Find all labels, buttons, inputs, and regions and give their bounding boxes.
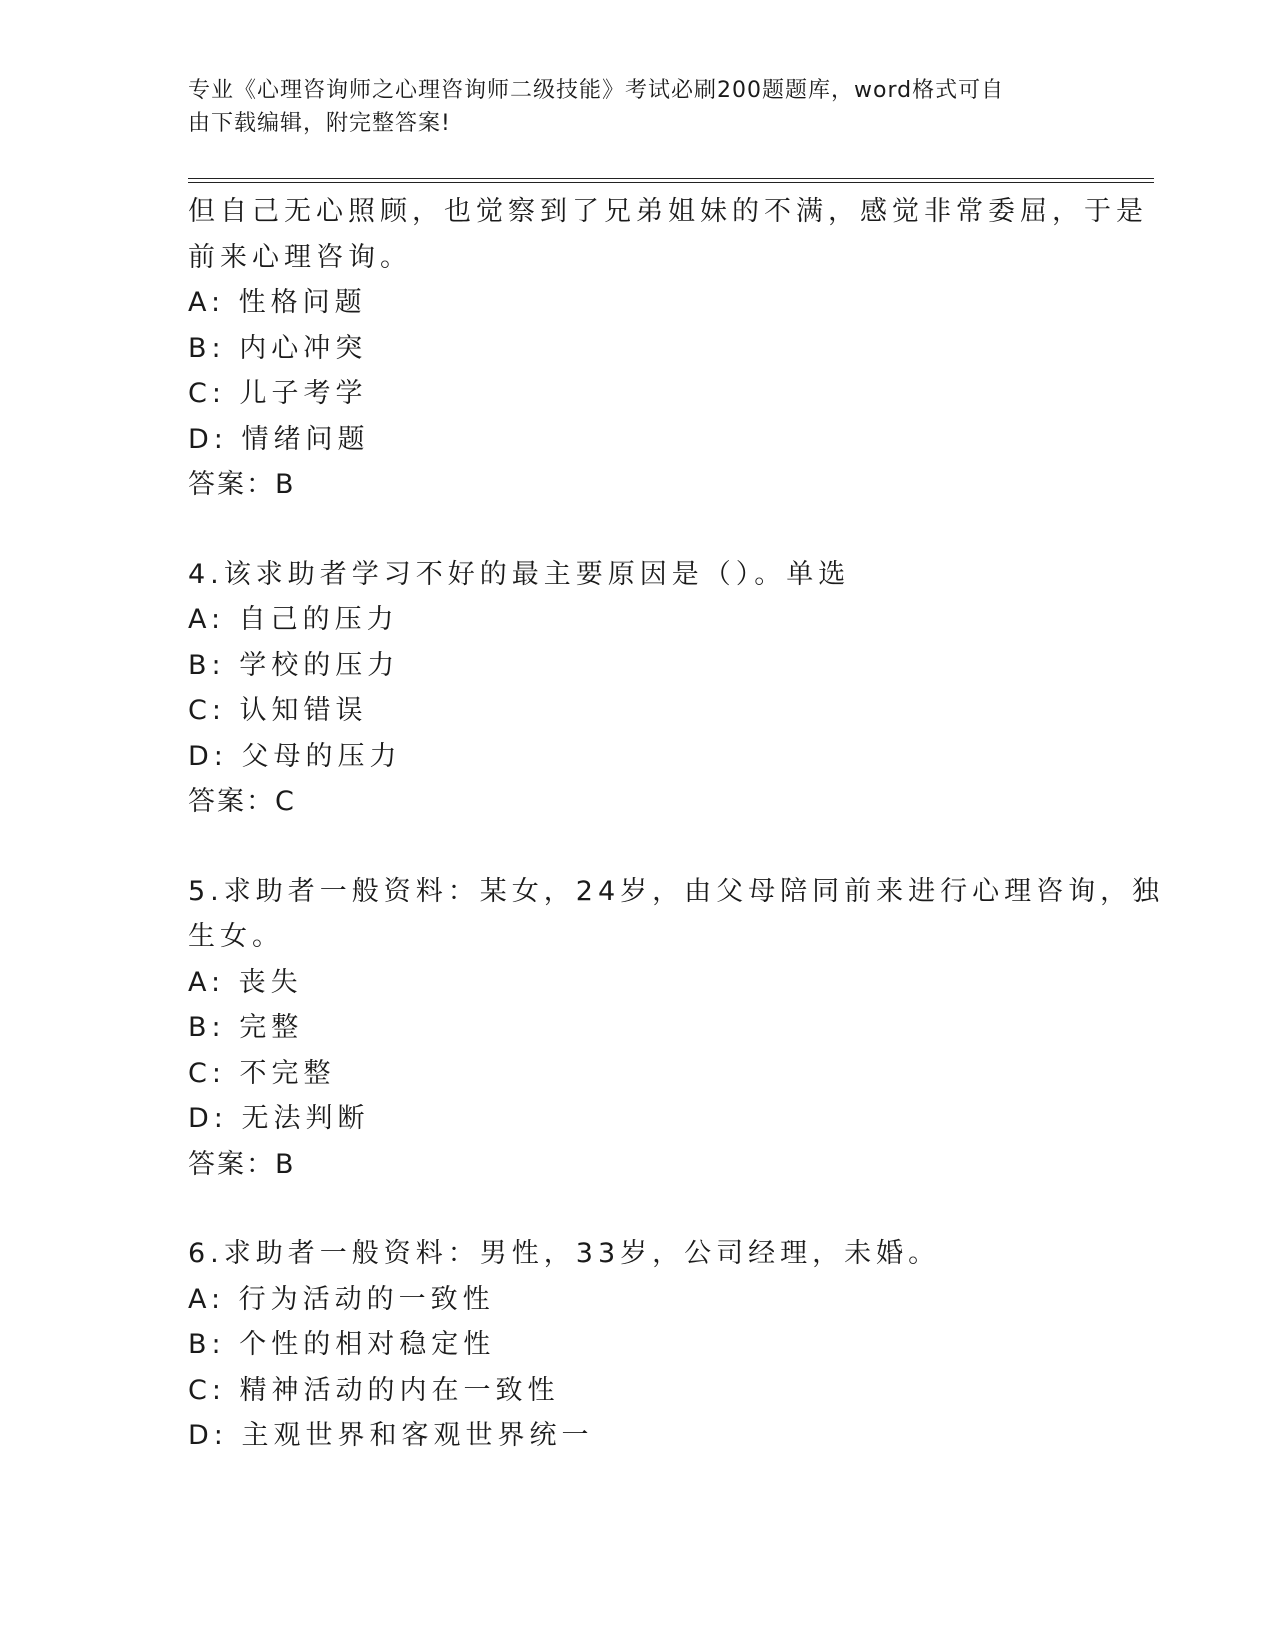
option-c: C: 不完整 — [188, 1057, 336, 1089]
option-a: A: 丧失 — [188, 966, 303, 998]
header-divider-bottom — [188, 182, 1154, 183]
option-a: A: 行为活动的一致性 — [188, 1283, 495, 1315]
header-divider-top — [188, 178, 1154, 179]
option-c: C: 认知错误 — [188, 695, 368, 726]
header-line-2: 由下载编辑，附完整答案! — [188, 111, 451, 136]
page-header — [188, 74, 1068, 140]
option-b: B: 个性的相对稳定性 — [188, 1329, 496, 1360]
answer-line: 答案：B — [188, 1148, 296, 1180]
question-block-4 — [188, 552, 1088, 825]
option-a: A: 性格问题 — [188, 287, 367, 318]
option-d: D: 父母的压力 — [188, 740, 402, 772]
question-text-line: 但自己无心照顾，也觉察到了兄弟姐妹的不满，感觉非常委屈，于是 — [188, 196, 1148, 227]
header-line-1: 专业《心理咨询师之心理咨询师二级技能》考试必刷200题题库，word格式可自 — [188, 78, 1005, 103]
option-b: B: 完整 — [188, 1012, 304, 1043]
option-b: B: 内心冲突 — [188, 332, 368, 364]
answer-line: 答案：B — [188, 469, 296, 500]
document-body — [188, 189, 1165, 1459]
option-c: C: 精神活动的内在一致性 — [188, 1374, 560, 1406]
question-block-6 — [188, 1231, 1088, 1459]
question-text-line: 前来心理咨询。 — [188, 241, 412, 273]
option-d: D: 主观世界和客观世界统一 — [188, 1420, 594, 1451]
question-text-line: 生女。 — [188, 921, 284, 952]
question-text-line: 6.求助者一般资料：男性，33岁，公司经理，未婚。 — [188, 1238, 941, 1269]
option-c: C: 儿子考学 — [188, 378, 368, 409]
option-d: D: 无法判断 — [188, 1103, 370, 1134]
question-text-line: 5.求助者一般资料：某女，24岁，由父母陪同前来进行心理咨询，独 — [188, 875, 1165, 907]
question-text-line: 4.该求助者学习不好的最主要原因是（）。单选 — [188, 558, 851, 590]
option-b: B: 学校的压力 — [188, 649, 400, 681]
question-block-5 — [188, 869, 1165, 1188]
question-block-3-continued — [188, 189, 1148, 508]
answer-line: 答案：C — [188, 786, 296, 817]
option-d: D: 情绪问题 — [188, 423, 370, 455]
option-a: A: 自己的压力 — [188, 604, 399, 635]
